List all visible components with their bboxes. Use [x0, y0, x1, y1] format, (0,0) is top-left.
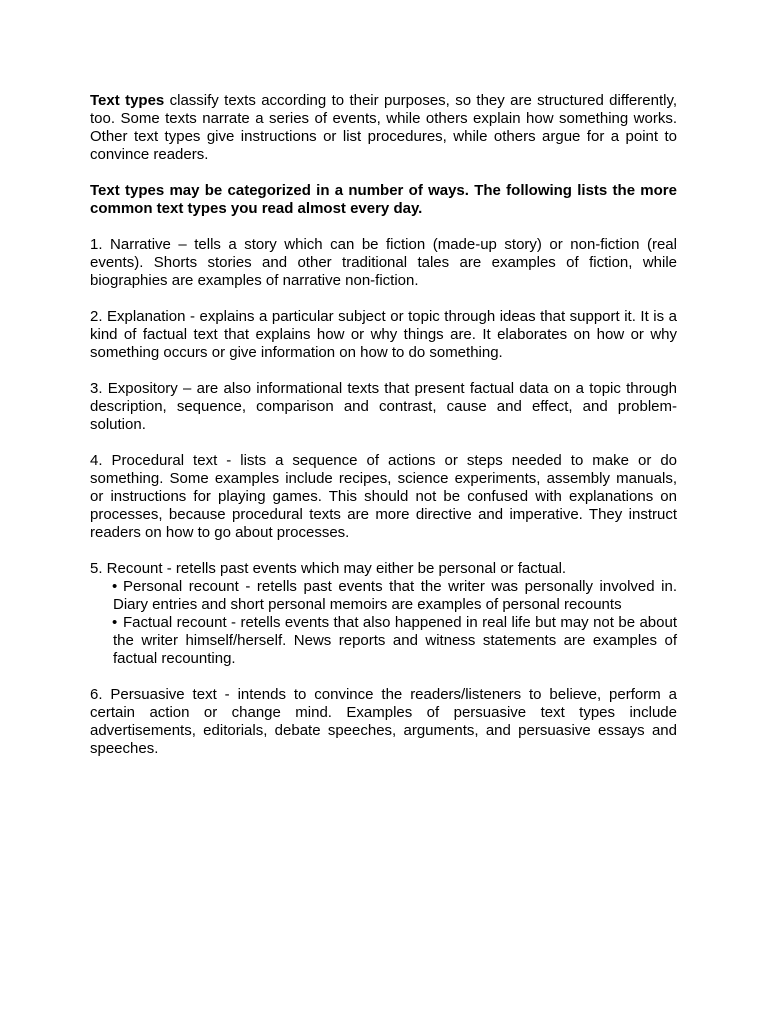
bullet-icon: • [112, 578, 118, 595]
intro-term: Text types [90, 92, 165, 109]
intro-text: classify texts according to their purposes, so they are structured differently, too. Some texts narrate a series of events, while others explain how something works. Other text types give instructions or list procedures, while others argue for a point to convince readers. [90, 92, 677, 163]
recount-title: 5. Recount - retells past events which may either be personal or factual. [90, 560, 567, 577]
procedural-item: 4. Procedural text - lists a sequence of actions or steps needed to make or do something. Some examples include recipes, science experiments, assembly manuals, or instructions for playing games. This should not be confused with explanations on processes, because procedural texts are more directive and imperative. They instruct readers on how to go about processes. [90, 452, 677, 541]
personal-recount-text: Personal recount - retells past events that the writer was personally involved in. Diary entries and short personal memoirs are examples of personal recounts [113, 578, 677, 613]
explanation-item: 2. Explanation - explains a particular subject or topic through ideas that support it. It is a kind of factual text that explains how or why things are. It elaborates on how or why something occurs or give information on how to do something. [90, 308, 677, 361]
narrative-item: 1. Narrative – tells a story which can be fiction (made-up story) or non-fiction (real events). Shorts stories and other traditional tales are examples of fiction, while biographies are examples of narrative non-fiction. [90, 236, 677, 289]
factual-recount-text: Factual recount - retells events that also happened in real life but may not be about the writer himself/herself. News reports and witness statements are examples of factual recounting. [113, 614, 677, 667]
expository-item: 3. Expository – are also informational texts that present factual data on a topic through description, sequence, comparison and contrast, cause and effect, and problem-solution. [90, 380, 677, 433]
recount-item [90, 560, 677, 668]
personal-recount-bullet [90, 578, 677, 614]
bullet-icon: • [112, 614, 118, 631]
lead-paragraph: Text types may be categorized in a number of ways. The following lists the more common text types you read almost every day. [90, 182, 677, 217]
factual-recount-bullet [90, 614, 677, 668]
document-page [90, 92, 677, 776]
intro-paragraph [90, 92, 677, 164]
persuasive-item: 6. Persuasive text - intends to convince the readers/listeners to believe, perform a certain action or change mind. Examples of persuasive text types include advertisements, editorials, debate speeches, arguments, and persuasive essays and speeches. [90, 686, 677, 757]
